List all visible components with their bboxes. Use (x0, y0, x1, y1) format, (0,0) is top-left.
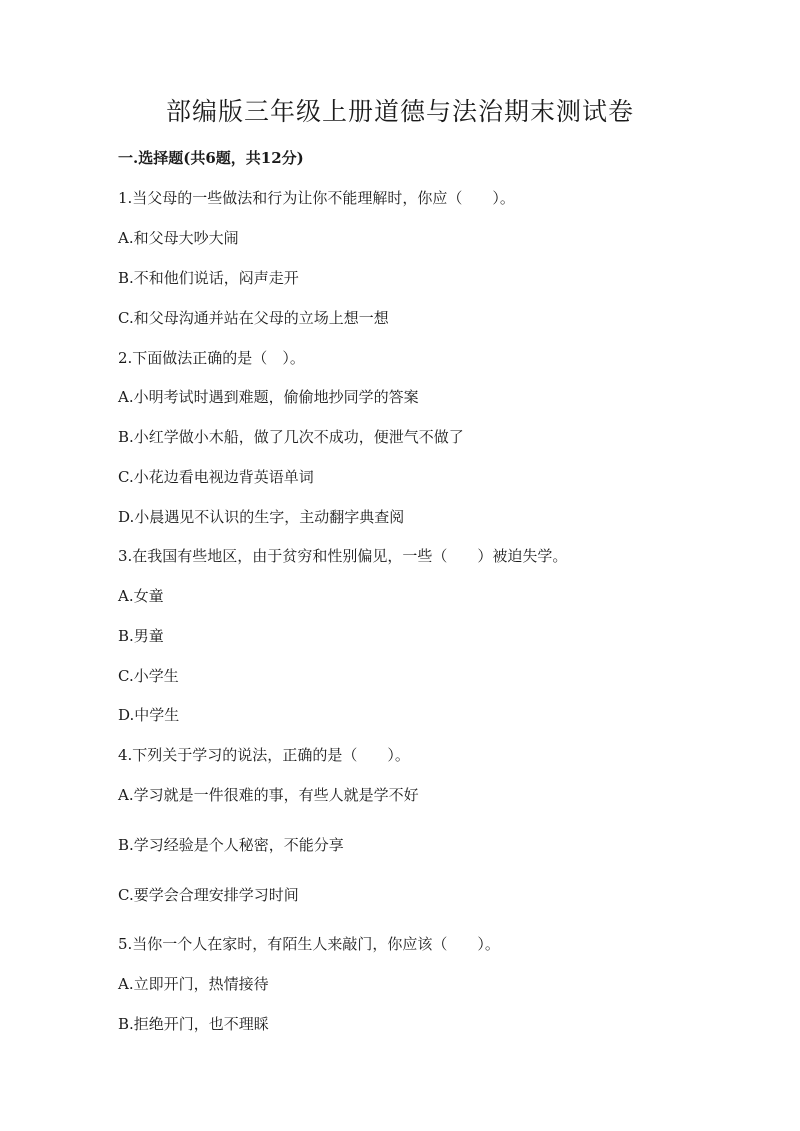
question-2-option-a: A.小明考试时遇到难题，偷偷地抄同学的答案 (118, 388, 419, 406)
question-3-option-d: D.中学生 (118, 706, 180, 724)
question-5-stem: 5.当你一个人在家时，有陌生人来敲门，你应该（ ）。 (118, 935, 500, 953)
question-2-stem: 2.下面做法正确的是（ ）。 (118, 349, 305, 367)
question-4-option-c: C.要学会合理安排学习时间 (118, 886, 299, 904)
question-5-option-b: B.拒绝开门，也不理睬 (118, 1015, 269, 1033)
question-5-option-a: A.立即开门，热情接待 (118, 975, 269, 993)
question-3-option-c: C.小学生 (118, 667, 179, 685)
question-3-stem: 3.在我国有些地区，由于贫穷和性别偏见，一些（ ）被迫失学。 (118, 547, 568, 565)
question-1-option-a: A.和父母大吵大闹 (118, 229, 239, 247)
question-4-stem: 4.下列关于学习的说法，正确的是（ ）。 (118, 746, 410, 764)
question-1-option-c: C.和父母沟通并站在父母的立场上想一想 (118, 309, 389, 327)
question-3-option-a: A.女童 (118, 587, 164, 605)
question-2-option-b: B.小红学做小木船，做了几次不成功，便泄气不做了 (118, 428, 464, 446)
question-4-option-a: A.学习就是一件很难的事，有些人就是学不好 (118, 786, 419, 804)
section-heading: 一.选择题(共6题，共12分) (118, 149, 304, 167)
question-3-option-b: B.男童 (118, 627, 164, 645)
question-2-option-c: C.小花边看电视边背英语单词 (118, 468, 314, 486)
question-1-stem: 1.当父母的一些做法和行为让你不能理解时，你应（ ）。 (118, 189, 515, 207)
page-title: 部编版三年级上册道德与法治期末测试卷 (165, 97, 634, 126)
question-4-option-b: B.学习经验是个人秘密，不能分享 (118, 836, 344, 854)
question-2-option-d: D.小晨遇见不认识的生字，主动翻字典查阅 (118, 508, 405, 526)
question-1-option-b: B.不和他们说话，闷声走开 (118, 269, 299, 287)
